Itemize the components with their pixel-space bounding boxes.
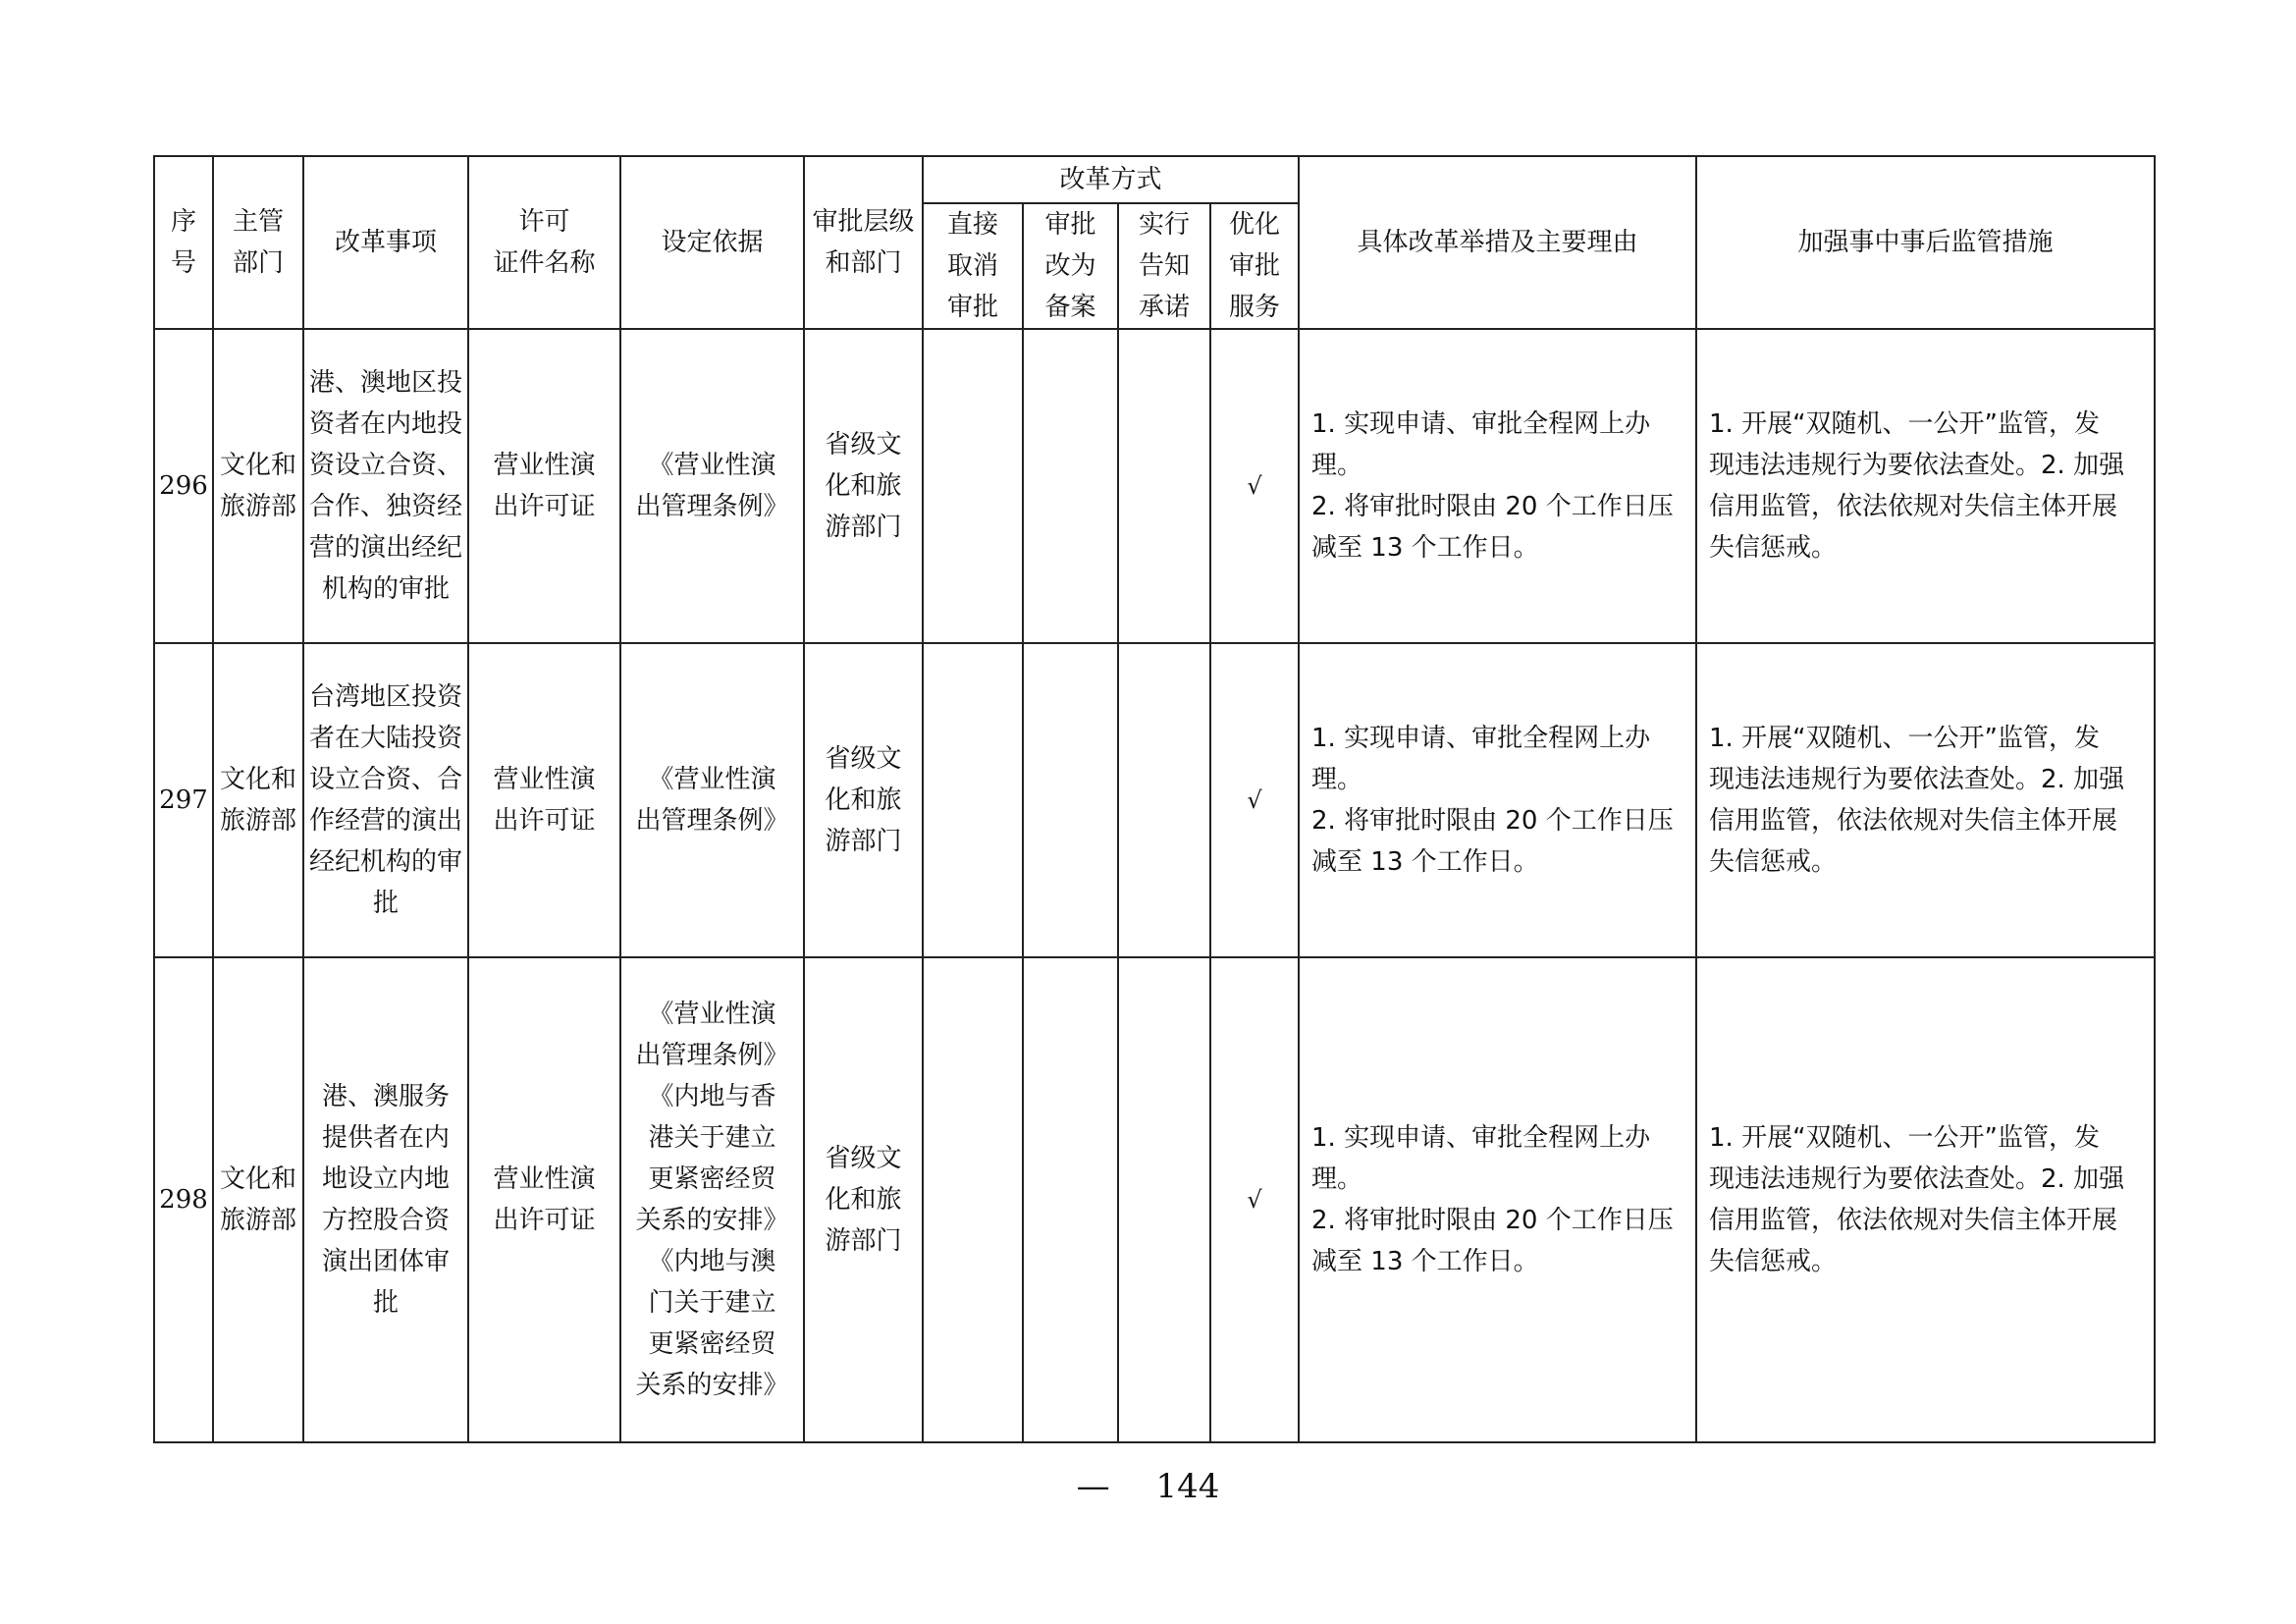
row-seq: 296: [154, 329, 213, 643]
row-mode-notify: [1118, 957, 1210, 1442]
page-number: 144: [1155, 1467, 1220, 1506]
row-measures: 1. 实现申请、审批全程网上办理。 2. 将审批时限由 20 个工作日压 减至 13 个工作日。: [1299, 957, 1696, 1442]
row-mode-filing: [1023, 643, 1118, 957]
row-mode-notify: [1118, 329, 1210, 643]
row-basis: 《营业性演 出管理条例》 《内地与香 港关于建立 更紧密经贸 关系的安排》 《内地与澳 门关于建立 更紧密经贸 关系的安排》: [620, 957, 804, 1442]
page-footer: [0, 1467, 2296, 1506]
row-seq: 297: [154, 643, 213, 957]
header-basis: 设定依据: [620, 156, 804, 329]
footer-dash: —: [1076, 1467, 1110, 1506]
table-row: [154, 957, 2155, 1442]
row-mode-cancel: [923, 957, 1023, 1442]
document-page: [153, 155, 2154, 1443]
header-mode-filing: 审批 改为 备案: [1023, 203, 1118, 329]
row-basis: 《营业性演 出管理条例》: [620, 643, 804, 957]
row-mode-filing: [1023, 957, 1118, 1442]
row-level: 省级文 化和旅 游部门: [804, 957, 923, 1442]
header-mode-cancel: 直接 取消 审批: [923, 203, 1023, 329]
row-mode-optimize-check: √: [1210, 329, 1299, 643]
row-item: 台湾地区投资 者在大陆投资 设立合资、合 作经营的演出 经纪机构的审 批: [303, 643, 468, 957]
row-mode-cancel: [923, 329, 1023, 643]
row-supervision: 1. 开展“双随机、一公开”监管，发 现违法违规行为要依法查处。2. 加强 信用监管，依法依规对失信主体开展 失信惩戒。: [1696, 329, 2155, 643]
header-measures: 具体改革举措及主要理由: [1299, 156, 1696, 329]
header-seq: 序 号: [154, 156, 213, 329]
row-level: 省级文 化和旅 游部门: [804, 329, 923, 643]
row-mode-cancel: [923, 643, 1023, 957]
row-dept: 文化和 旅游部: [213, 329, 303, 643]
reform-table: [153, 155, 2156, 1443]
row-supervision: 1. 开展“双随机、一公开”监管，发 现违法违规行为要依法查处。2. 加强 信用监管，依法依规对失信主体开展 失信惩戒。: [1696, 957, 2155, 1442]
row-level: 省级文 化和旅 游部门: [804, 643, 923, 957]
row-seq: 298: [154, 957, 213, 1442]
row-mode-filing: [1023, 329, 1118, 643]
table-row: [154, 643, 2155, 957]
row-license: 营业性演 出许可证: [468, 329, 620, 643]
row-item: 港、澳服务 提供者在内 地设立内地 方控股合资 演出团体审 批: [303, 957, 468, 1442]
header-reform-mode: 改革方式: [923, 156, 1299, 203]
row-dept: 文化和 旅游部: [213, 957, 303, 1442]
row-dept: 文化和 旅游部: [213, 643, 303, 957]
header-supervision: 加强事中事后监管措施: [1696, 156, 2155, 329]
row-mode-optimize-check: √: [1210, 643, 1299, 957]
row-basis: 《营业性演 出管理条例》: [620, 329, 804, 643]
header-dept: 主管 部门: [213, 156, 303, 329]
header-mode-notify: 实行 告知 承诺: [1118, 203, 1210, 329]
row-license: 营业性演 出许可证: [468, 957, 620, 1442]
row-mode-optimize-check: √: [1210, 957, 1299, 1442]
row-measures: 1. 实现申请、审批全程网上办理。 2. 将审批时限由 20 个工作日压 减至 13 个工作日。: [1299, 329, 1696, 643]
header-mode-optimize: 优化 审批 服务: [1210, 203, 1299, 329]
row-license: 营业性演 出许可证: [468, 643, 620, 957]
row-measures: 1. 实现申请、审批全程网上办理。 2. 将审批时限由 20 个工作日压 减至 13 个工作日。: [1299, 643, 1696, 957]
row-supervision: 1. 开展“双随机、一公开”监管，发 现违法违规行为要依法查处。2. 加强 信用监管，依法依规对失信主体开展 失信惩戒。: [1696, 643, 2155, 957]
header-level: 审批层级 和部门: [804, 156, 923, 329]
header-license: 许可 证件名称: [468, 156, 620, 329]
row-item: 港、澳地区投 资者在内地投 资设立合资、 合作、独资经 营的演出经纪 机构的审批: [303, 329, 468, 643]
header-item: 改革事项: [303, 156, 468, 329]
row-mode-notify: [1118, 643, 1210, 957]
table-row: [154, 329, 2155, 643]
